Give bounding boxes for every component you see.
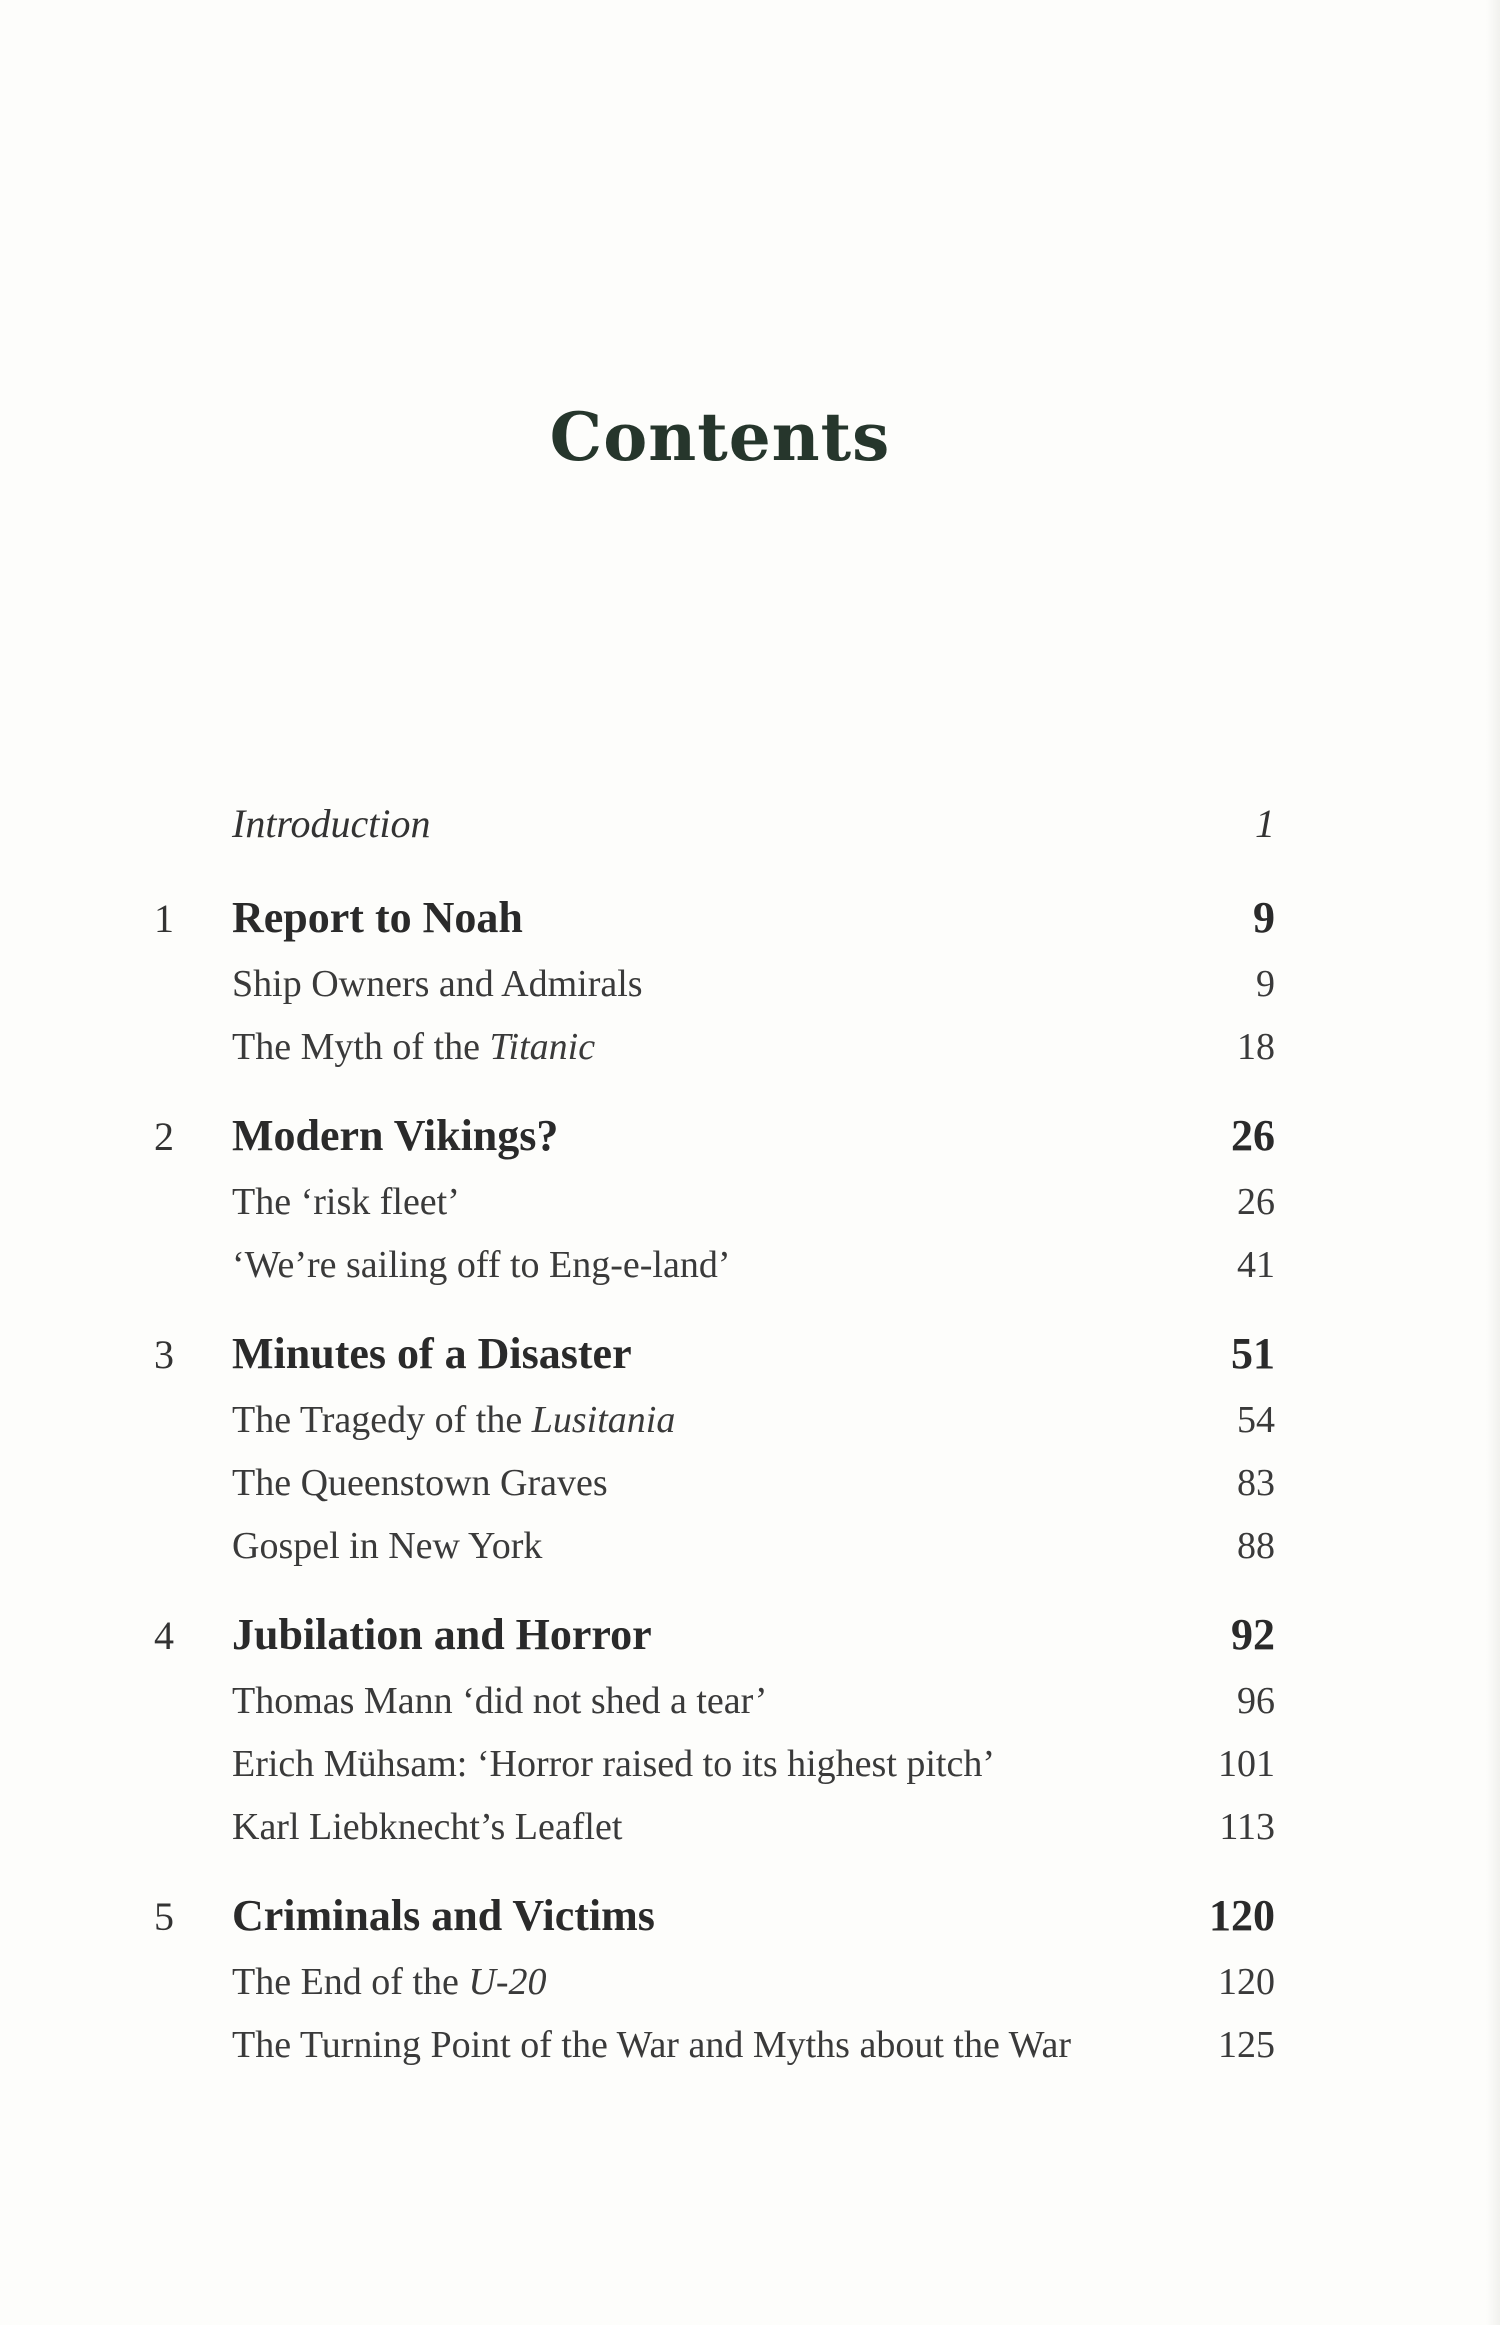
page-edge-shadow (1486, 0, 1500, 2325)
section-title-italic: Titanic (489, 1026, 596, 1068)
section-title (232, 1180, 1155, 1224)
toc-introduction-label: Introduction (232, 801, 431, 846)
section-page-number: 125 (1218, 2024, 1275, 2066)
section-title (232, 1960, 1155, 2004)
section-title (232, 1524, 1155, 1568)
toc-section-row[interactable] (150, 1243, 1275, 1306)
section-title-text: The Tragedy of the (232, 1399, 532, 1441)
section-title-italic: Lusitania (531, 1399, 676, 1441)
chapter-number: 1 (154, 896, 174, 941)
chapter-title: Report to Noah (232, 893, 523, 942)
toc-chapter-row[interactable] (150, 1609, 1275, 1679)
section-page-number: 54 (1237, 1399, 1275, 1441)
toc-section-row[interactable] (150, 1960, 1275, 2023)
table-of-contents (150, 800, 1275, 2086)
section-title (232, 1461, 1155, 1505)
section-title-text: The ‘risk fleet’ (232, 1181, 460, 1223)
section-title-text: The Queenstown Graves (232, 1462, 608, 1504)
toc-chapter (150, 892, 1275, 1088)
section-title (232, 2023, 1155, 2067)
page-title: Contents (549, 398, 891, 476)
toc-chapter-row[interactable] (150, 1890, 1275, 1960)
section-title-text: Karl Liebknecht’s Leaflet (232, 1806, 623, 1848)
section-title-text: The Myth of the (232, 1026, 490, 1068)
section-page-number: 101 (1218, 1743, 1275, 1785)
section-title-text: Gospel in New York (232, 1525, 543, 1567)
chapter-title: Jubilation and Horror (232, 1610, 652, 1659)
chapter-page-number: 92 (1231, 1610, 1275, 1659)
toc-chapter-row[interactable] (150, 1110, 1275, 1180)
section-page-number: 96 (1237, 1680, 1275, 1722)
toc-section-row[interactable] (150, 1180, 1275, 1243)
section-title (232, 1679, 1155, 1723)
section-title-text: The Turning Point of the War and Myths about the War (232, 2024, 1071, 2066)
section-title (232, 962, 1155, 1006)
toc-section-row[interactable] (150, 1461, 1275, 1524)
section-title (232, 1025, 1155, 1069)
toc-chapter (150, 1110, 1275, 1306)
chapter-page-number: 51 (1231, 1329, 1275, 1378)
toc-section-row[interactable] (150, 1805, 1275, 1868)
chapter-number: 3 (154, 1332, 174, 1377)
toc-section-row[interactable] (150, 1524, 1275, 1587)
section-page-number: 9 (1256, 963, 1275, 1005)
toc-introduction-row[interactable] (150, 800, 1275, 870)
section-title-text: The End of the (232, 1961, 469, 2003)
toc-chapter-row[interactable] (150, 892, 1275, 962)
section-page-number: 83 (1237, 1462, 1275, 1504)
toc-chapter (150, 1890, 1275, 2086)
toc-chapter-row[interactable] (150, 1328, 1275, 1398)
toc-section-row[interactable] (150, 2023, 1275, 2086)
toc-section-row[interactable] (150, 1742, 1275, 1805)
chapter-title: Criminals and Victims (232, 1891, 655, 1940)
toc-section-row[interactable] (150, 962, 1275, 1025)
chapter-title: Minutes of a Disaster (232, 1329, 632, 1378)
toc-chapter (150, 1328, 1275, 1587)
chapter-title: Modern Vikings? (232, 1111, 559, 1160)
chapter-page-number: 26 (1231, 1111, 1275, 1160)
section-title-italic: U-20 (468, 1961, 547, 2003)
toc-section-row[interactable] (150, 1398, 1275, 1461)
section-page-number: 41 (1237, 1244, 1275, 1286)
section-page-number: 18 (1237, 1026, 1275, 1068)
section-title (232, 1398, 1155, 1442)
chapter-page-number: 120 (1209, 1891, 1275, 1940)
chapter-number: 4 (154, 1613, 174, 1658)
chapter-number: 5 (154, 1894, 174, 1939)
section-title (232, 1742, 1155, 1786)
section-title-text: Thomas Mann ‘did not shed a tear’ (232, 1680, 768, 1722)
section-title-text: ‘We’re sailing off to Eng-e-land’ (232, 1244, 731, 1286)
section-title-text: Erich Mühsam: ‘Horror raised to its highest pitch’ (232, 1743, 996, 1785)
section-title-text: Ship Owners and Admirals (232, 963, 643, 1005)
toc-chapters (150, 892, 1275, 2086)
section-page-number: 113 (1219, 1806, 1275, 1848)
toc-chapter (150, 1609, 1275, 1868)
section-page-number: 88 (1237, 1525, 1275, 1567)
chapter-page-number: 9 (1253, 893, 1275, 942)
section-page-number: 26 (1237, 1181, 1275, 1223)
toc-section-row[interactable] (150, 1025, 1275, 1088)
section-title (232, 1805, 1155, 1849)
section-page-number: 120 (1218, 1961, 1275, 2003)
toc-section-row[interactable] (150, 1679, 1275, 1742)
toc-introduction-page: 1 (1255, 801, 1275, 846)
chapter-number: 2 (154, 1114, 174, 1159)
section-title (232, 1243, 1155, 1287)
